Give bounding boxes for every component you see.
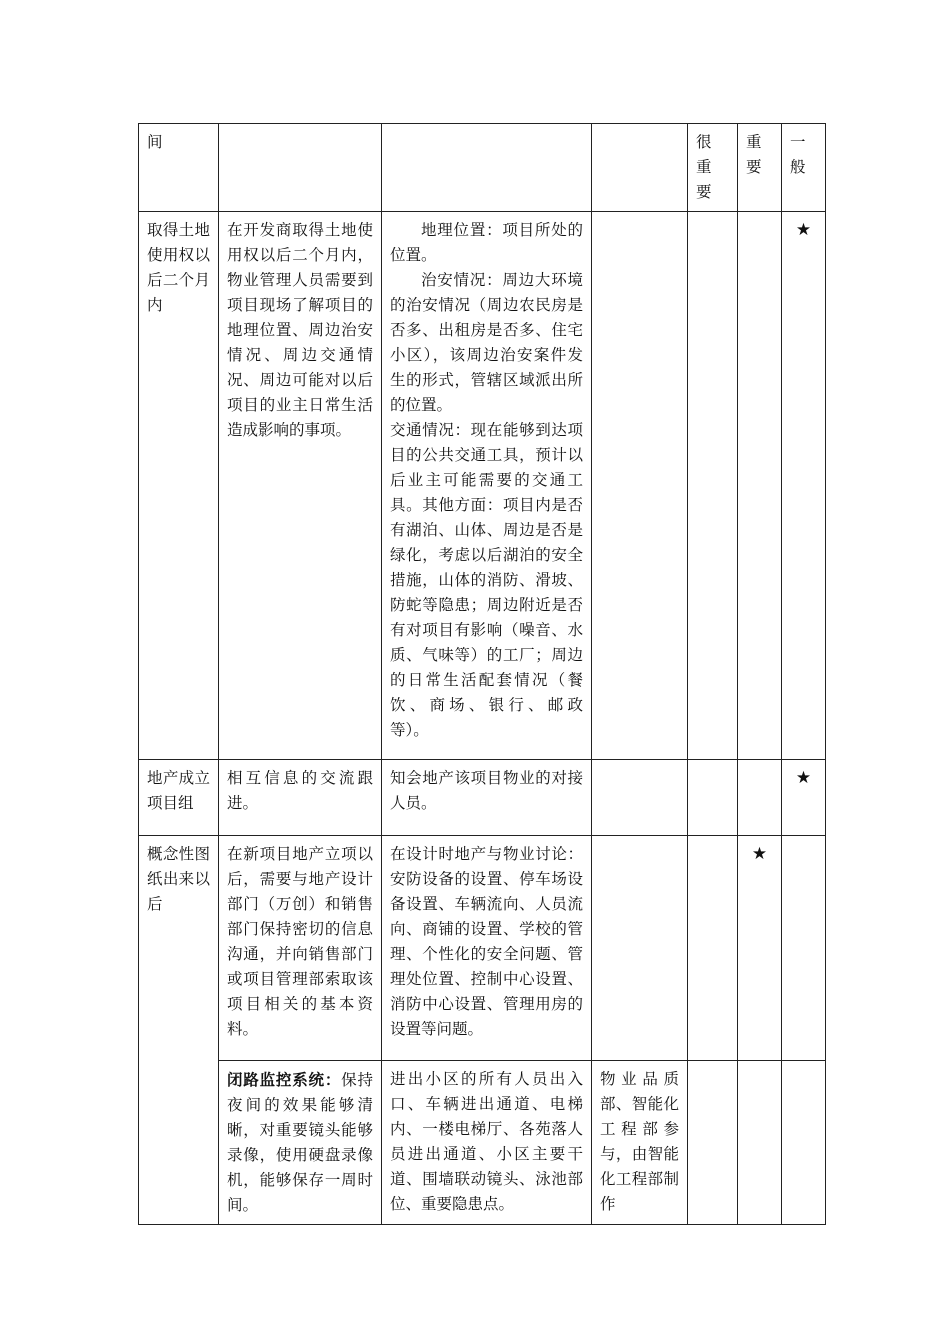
content-paragraph: 交通情况：现在能够到达项目的公共交通工具，预计以后业主可能需要的交通工具。其他方面：项目内是否有湖泊、山体、周边是否是绿化，考虑以后湖泊的安全措施，山体的消防、滑坡、防蛇等隐患；周边附近是否有对项目有影响（噪音、水质、气味等）的工厂；周边的日常生活配套情况（餐饮、商场、银行、邮政等）。	[390, 421, 583, 739]
header-important: 重要	[738, 124, 782, 212]
important-cell	[738, 836, 782, 1061]
stage-cell: 概念性图纸出来以后	[139, 836, 219, 1225]
header-content	[382, 124, 592, 212]
content-paragraph: 治安情况：周边大环境的治安情况（周边农民房是否多、出租房是否多、住宅小区），该周边治安案件发生的形式，管辖区域派出所的位置。	[390, 271, 583, 414]
header-dept	[592, 124, 688, 212]
content-cell: 进出小区的所有人员出入口、车辆进出通道、电梯内、一楼电梯厅、各苑落人员进出通道、小区主要干道、围墙联动镜头、泳池部位、重要隐患点。	[382, 1061, 592, 1225]
task-cell: 在新项目地产立项以后，需要与地产设计部门（万创）和销售部门保持密切的信息沟通，并向销售部门或项目管理部索取该项目相关的基本资料。	[219, 836, 382, 1061]
content-cell	[382, 212, 592, 760]
task-heading: 闭路监控系统：	[227, 1070, 342, 1089]
header-task	[219, 124, 382, 212]
table-row	[139, 1061, 826, 1225]
normal-cell	[782, 212, 826, 760]
dept-cell	[592, 212, 688, 760]
important-cell	[738, 1061, 782, 1225]
content-cell: 在设计时地产与物业讨论：安防设备的设置、停车场设备设置、车辆流向、人员流向、商铺的设置、学校的管理、个性化的安全问题、管理处位置、控制中心设置、消防中心设置、管理用房的设置等问题。	[382, 836, 592, 1061]
normal-cell	[782, 760, 826, 836]
content-cell: 知会地产该项目物业的对接人员。	[382, 760, 592, 836]
stage-cell: 取得土地使用权以后二个月内	[139, 212, 219, 760]
very-important-cell	[688, 760, 738, 836]
content-paragraph: 地理位置：项目所处的位置。	[390, 221, 583, 264]
star-icon: ★	[751, 844, 768, 864]
very-important-cell	[688, 212, 738, 760]
header-row	[139, 124, 826, 212]
important-cell	[738, 212, 782, 760]
task-cell	[219, 1061, 382, 1225]
task-cell: 在开发商取得土地使用权以后二个月内，物业管理人员需要到项目现场了解项目的地理位置、周边治安情况、周边交通情况、周边可能对以后项目的业主日常生活造成影响的事项。	[219, 212, 382, 760]
table-row	[139, 836, 826, 1061]
dept-cell	[592, 760, 688, 836]
task-text: 保持夜间的效果能够清晰，对重要镜头能够录像，使用硬盘录像机，能够保存一周时间。	[227, 1071, 373, 1214]
table-row	[139, 760, 826, 836]
header-normal: 一般	[782, 124, 826, 212]
table-row	[139, 212, 826, 760]
dept-cell: 物业品质部、智能化工程部参与，由智能化工程部制作	[592, 1061, 688, 1225]
task-cell: 相互信息的交流跟进。	[219, 760, 382, 836]
dept-cell	[592, 836, 688, 1061]
star-icon: ★	[795, 220, 812, 240]
normal-cell	[782, 836, 826, 1061]
header-stage: 间	[139, 124, 219, 212]
stage-cell: 地产成立项目组	[139, 760, 219, 836]
planning-table	[138, 123, 826, 1225]
star-icon: ★	[795, 768, 812, 788]
very-important-cell	[688, 836, 738, 1061]
header-very-important: 很重要	[688, 124, 738, 212]
important-cell	[738, 760, 782, 836]
very-important-cell	[688, 1061, 738, 1225]
normal-cell	[782, 1061, 826, 1225]
